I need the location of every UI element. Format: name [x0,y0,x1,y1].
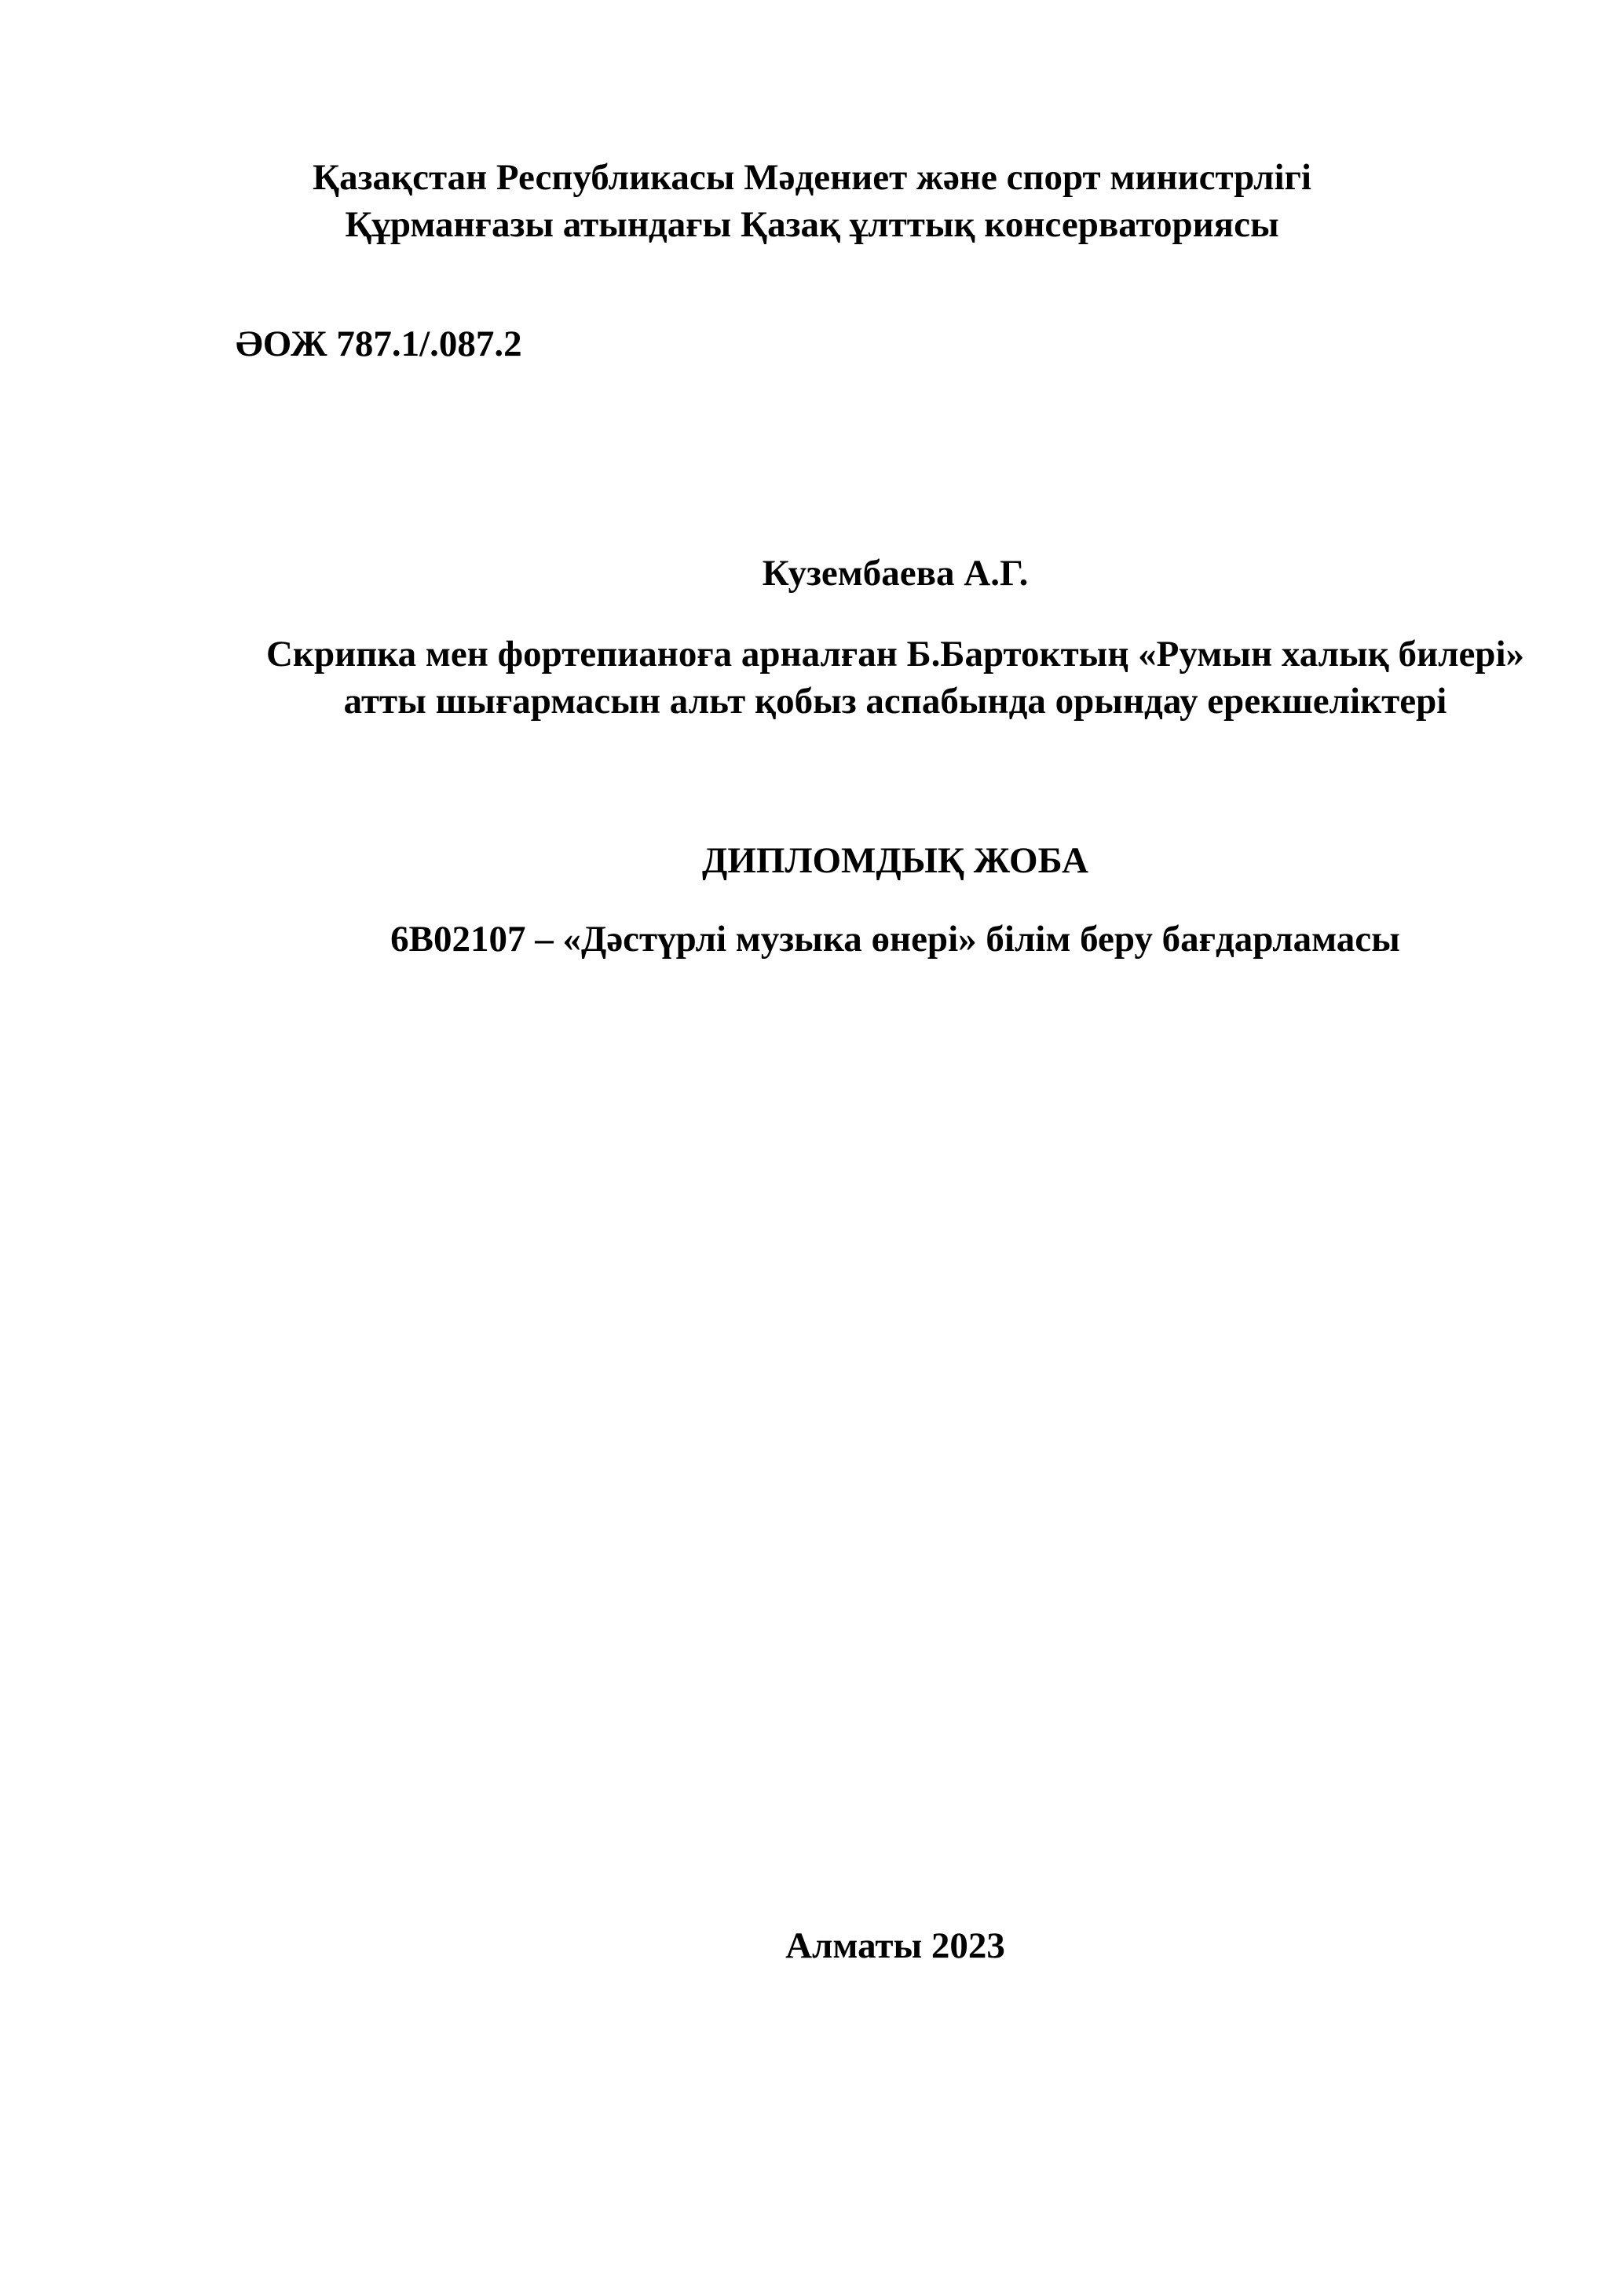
thesis-title-line-1: Скрипка мен фортепианоға арналған Б.Бартоктың «Румын халық билері» [265,634,1525,675]
author-name: Кузембаева А.Г. [762,553,1029,594]
udc-code: ӘОЖ 787.1/.087.2 [236,324,522,364]
thesis-title-line-2: атты шығармасын альт қобыз аспабында орындау ерекшеліктері [343,681,1447,722]
ministry-heading: Қазақстан Республикасы Мәдениет және спорт министрлігі [313,157,1311,198]
education-program: 6В02107 – «Дәстүрлі музыка өнері» білім беру бағдарламасы [390,919,1400,960]
city-year: Алматы 2023 [785,1925,1005,1966]
work-type-heading: ДИПЛОМДЫҚ ЖОБА [702,840,1088,881]
conservatory-heading: Құрманғазы атындағы Қазақ ұлттық консерваториясы [345,204,1279,245]
